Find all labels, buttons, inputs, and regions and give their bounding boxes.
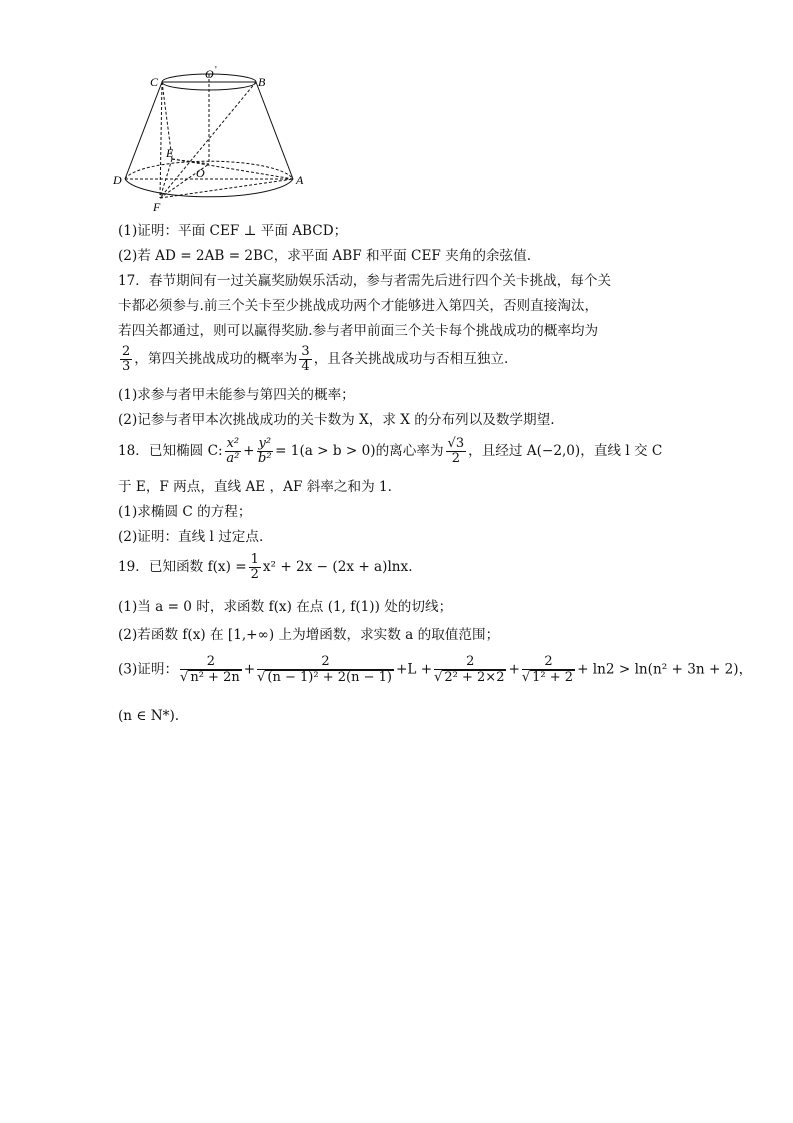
q17-line2: 卡都必须参与.前三个关卡至少挑战成功两个才能够进入第四关，否则直接淘汰， bbox=[118, 298, 599, 314]
label-c: C bbox=[150, 75, 159, 89]
q18-tail: ，且经过 A(−2,0)，直线 l 交 C bbox=[468, 443, 663, 459]
q18-line1 bbox=[118, 437, 662, 466]
q16-part2-b: ，求平面 ABF 和平面 CEF 夹角的余弦值. bbox=[273, 248, 532, 264]
bottom-ellipse-front bbox=[125, 179, 293, 197]
q19-part3-label: (3)证明： bbox=[118, 661, 179, 678]
q19-tail: + ln2 > ln(n² + 3n + 2)， bbox=[577, 661, 753, 678]
q19-plus1: + bbox=[243, 661, 256, 678]
q17-line4-mid: ，第四关挑战成功的概率为 bbox=[134, 351, 298, 367]
label-b: B bbox=[258, 75, 266, 89]
q18-frac-e: $\frac{√3}{2}$ bbox=[447, 436, 465, 466]
q19-line1 bbox=[118, 553, 413, 582]
q17-line3: 若四关都通过，则可以赢得奖励.参与者甲前面三个关卡每个挑战成功的概率均为 bbox=[118, 323, 599, 339]
q18-frac-x: $\frac{\text{x²}}{\text{a²}}$ bbox=[226, 436, 240, 466]
line-fa bbox=[160, 179, 293, 198]
side-left bbox=[125, 82, 162, 179]
label-d: D bbox=[113, 173, 122, 187]
label-o: O bbox=[196, 166, 205, 180]
q19-plus2: + bbox=[508, 661, 520, 678]
q19-term1: $\frac{2}{\text{√ n² + 2n}}$ bbox=[180, 654, 240, 685]
side-right bbox=[256, 82, 293, 179]
label-e: E bbox=[166, 146, 174, 160]
line-bf bbox=[160, 82, 256, 198]
q17-part2: (2)记参与者甲本次挑战成功的关卡数为 X，求 X 的分布列以及数学期望. bbox=[118, 412, 555, 428]
label-o1-prime: ' bbox=[215, 65, 217, 76]
q18-frac-y: $\frac{\text{y²}}{\text{b²}}$ bbox=[258, 436, 272, 466]
q16-part1: (1)证明：平面 CEF ⊥ 平面 ABCD； bbox=[118, 223, 348, 239]
q19-dots: +L + bbox=[395, 661, 433, 678]
label-a: A bbox=[296, 173, 304, 187]
q19-func-tail: x² + 2x − (2x + a)lnx. bbox=[262, 559, 413, 575]
q18-eq: = 1(a > b > 0) bbox=[275, 443, 376, 459]
frustum-diagram bbox=[112, 64, 308, 216]
q19-domain: (n ∈ N*). bbox=[118, 708, 180, 724]
frustum-figure bbox=[112, 64, 308, 216]
label-f: F bbox=[153, 200, 161, 214]
q16-part2-a: (2)若 AD = 2AB = 2BC bbox=[118, 248, 274, 264]
q16-part2 bbox=[118, 247, 531, 265]
q18-plus: + bbox=[243, 443, 255, 459]
q17-line4 bbox=[118, 345, 508, 374]
q19-term3: $\frac{2}{\text{√ 2² + 2×2}}$ bbox=[434, 654, 505, 685]
q19-part1: (1)当 a = 0 时，求函数 f(x) 在点 (1, f(1)) 处的切线； bbox=[118, 599, 453, 615]
q19-prefix: 19．已知函数 f(x) = bbox=[118, 559, 247, 575]
q19-frac-half: $\frac{1}{2}$ bbox=[250, 552, 259, 582]
line-cf bbox=[160, 82, 162, 198]
q19-term2: $\frac{2}{\text{√ (n − 1)² + 2(n − 1)}}$ bbox=[257, 654, 392, 685]
q18-line2: 于 E，F 两点，直线 AE ，AF 斜率之和为 1. bbox=[118, 479, 392, 495]
q18-mid: 的离心率为 bbox=[375, 443, 444, 459]
q18-part2: (2)证明：直线 l 过定点. bbox=[118, 529, 264, 545]
q18-prefix: 18．已知椭圆 C: bbox=[118, 443, 223, 459]
q19-part3 bbox=[118, 655, 752, 685]
q17-part1: (1)求参与者甲未能参与第四关的概率； bbox=[118, 387, 355, 403]
q17-line4-end: ，且各关挑战成功与否相互独立. bbox=[313, 351, 509, 367]
q17-fraction-2-3: $\frac{2}{3}$ bbox=[122, 344, 131, 374]
label-o1: O bbox=[205, 67, 214, 81]
q19-term4: $\frac{2}{\text{√ 1² + 2}}$ bbox=[521, 654, 574, 685]
q19-part2: (2)若函数 f(x) 在 [1,+∞) 上为增函数，求实数 a 的取值范围； bbox=[118, 627, 500, 643]
q17-line1: 17．春节期间有一过关赢奖励娱乐活动，参与者需先后进行四个关卡挑战，每个关 bbox=[118, 273, 612, 289]
q18-part1: (1)求椭圆 C 的方程； bbox=[118, 504, 252, 520]
q17-fraction-3-4: $\frac{3}{4}$ bbox=[301, 344, 310, 374]
